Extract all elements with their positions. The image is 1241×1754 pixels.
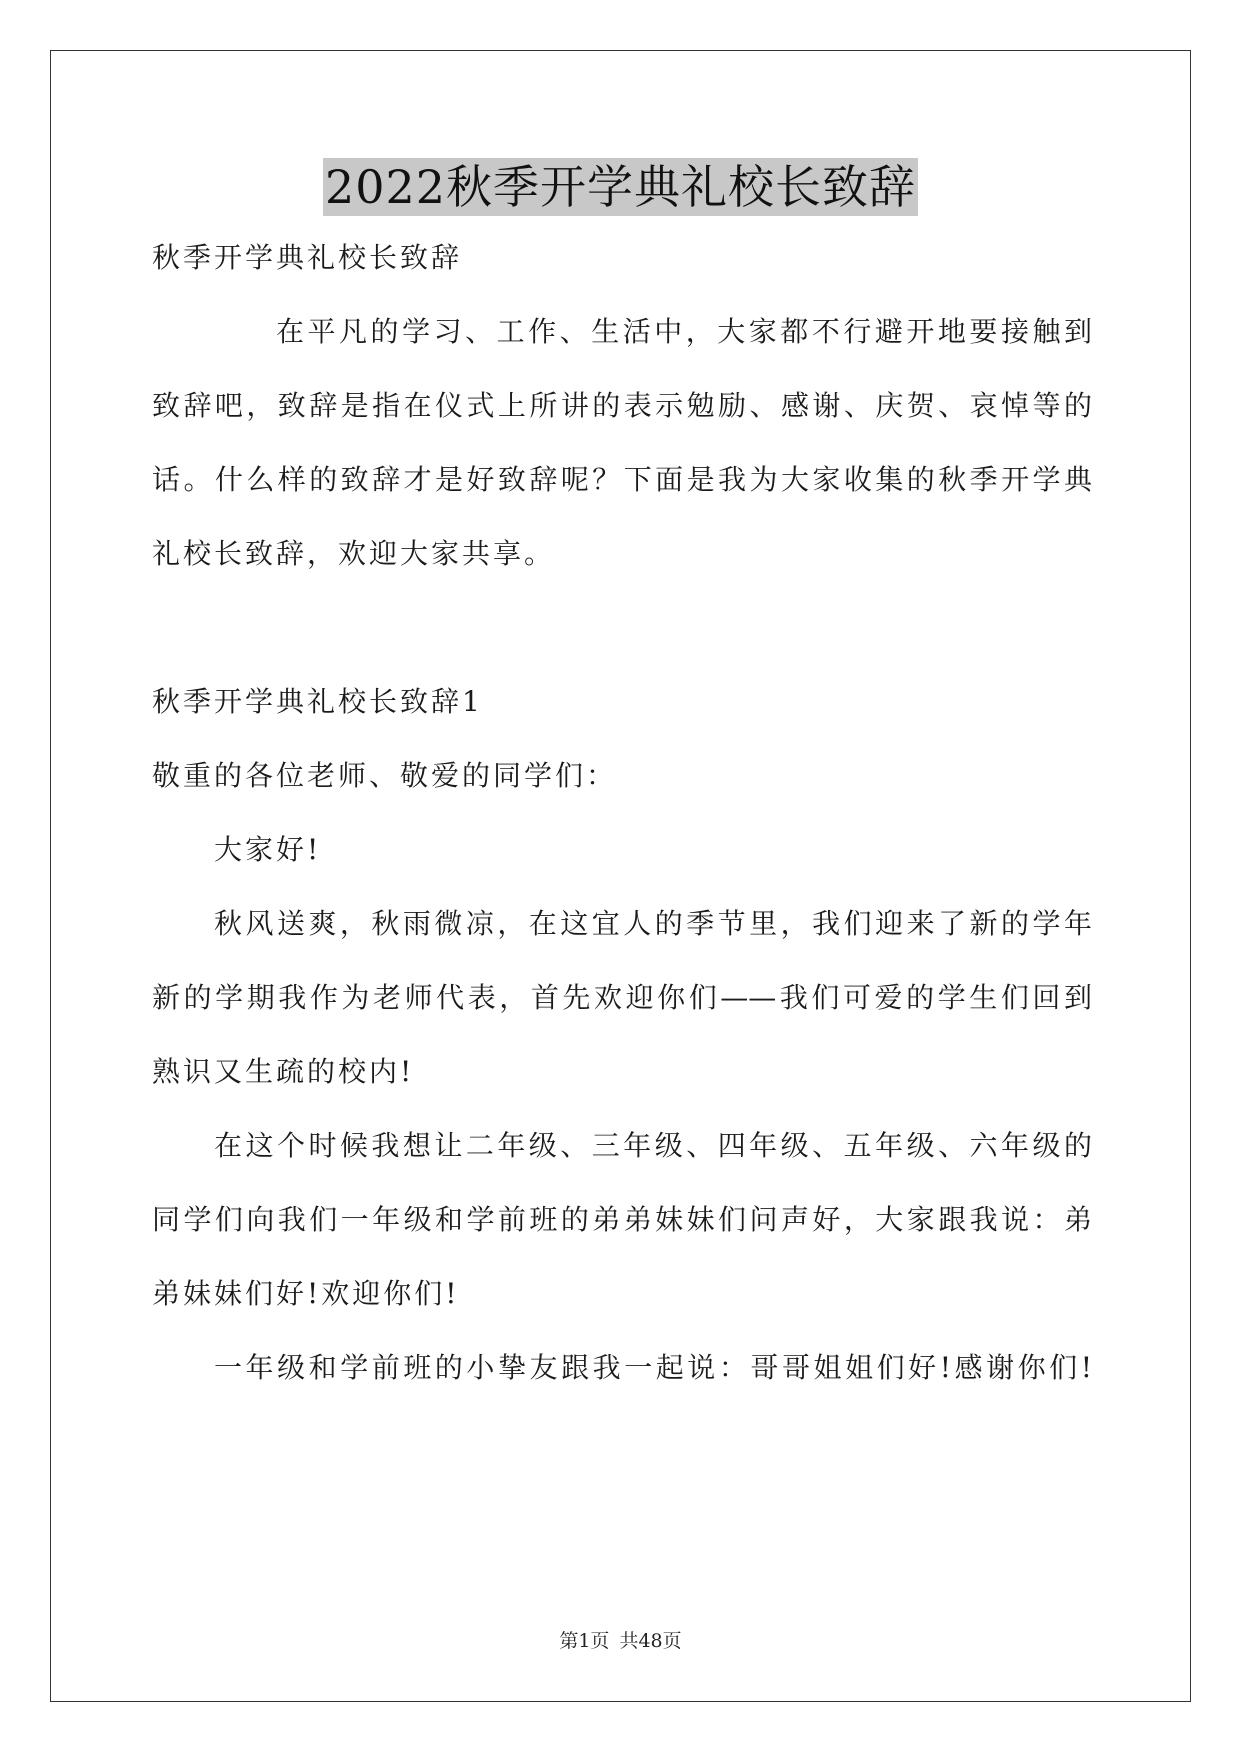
paragraph-line: 熟识又生疏的校内! <box>152 1055 415 1088</box>
paragraph-line: 秋风送爽，秋雨微凉，在这宜人的季节里，我们迎来了新的学年 <box>214 907 1092 940</box>
paragraph-line: 话。什么样的致辞才是好致辞呢？下面是我为大家收集的秋季开学典 <box>152 463 1092 496</box>
paragraph-line: 同学们向我们一年级和学前班的弟弟妹妹们问声好，大家跟我说：弟 <box>152 1203 1092 1236</box>
greeting-line: 大家好! <box>214 833 322 866</box>
title-container <box>0 158 1241 216</box>
subtitle-line: 秋季开学典礼校长致辞 <box>152 241 463 274</box>
paragraph-line: 在平凡的学习、工作、生活中，大家都不行避开地要接触到 <box>276 315 1092 348</box>
page-footer <box>0 1628 1241 1654</box>
section-heading: 秋季开学典礼校长致辞1 <box>152 685 483 718</box>
paragraph-line: 弟妹妹们好!欢迎你们! <box>152 1277 460 1310</box>
page-number: 第1页 <box>559 1630 610 1652</box>
document-title: 2022秋季开学典礼校长致辞 <box>324 160 917 214</box>
page-border <box>50 50 1191 1702</box>
paragraph-line: 一年级和学前班的小挚友跟我一起说：哥哥姐姐们好!感谢你们! <box>214 1351 1092 1384</box>
salutation-line: 敬重的各位老师、敬爱的同学们： <box>152 759 618 792</box>
page-total: 共48页 <box>619 1630 682 1652</box>
paragraph-line: 礼校长致辞，欢迎大家共享。 <box>152 537 556 570</box>
paragraph-line: 致辞吧，致辞是指在仪式上所讲的表示勉励、感谢、庆贺、哀悼等的 <box>152 389 1092 422</box>
paragraph-line: 新的学期我作为老师代表，首先欢迎你们——我们可爱的学生们回到 <box>152 981 1092 1014</box>
paragraph-line: 在这个时候我想让二年级、三年级、四年级、五年级、六年级的 <box>214 1129 1092 1162</box>
